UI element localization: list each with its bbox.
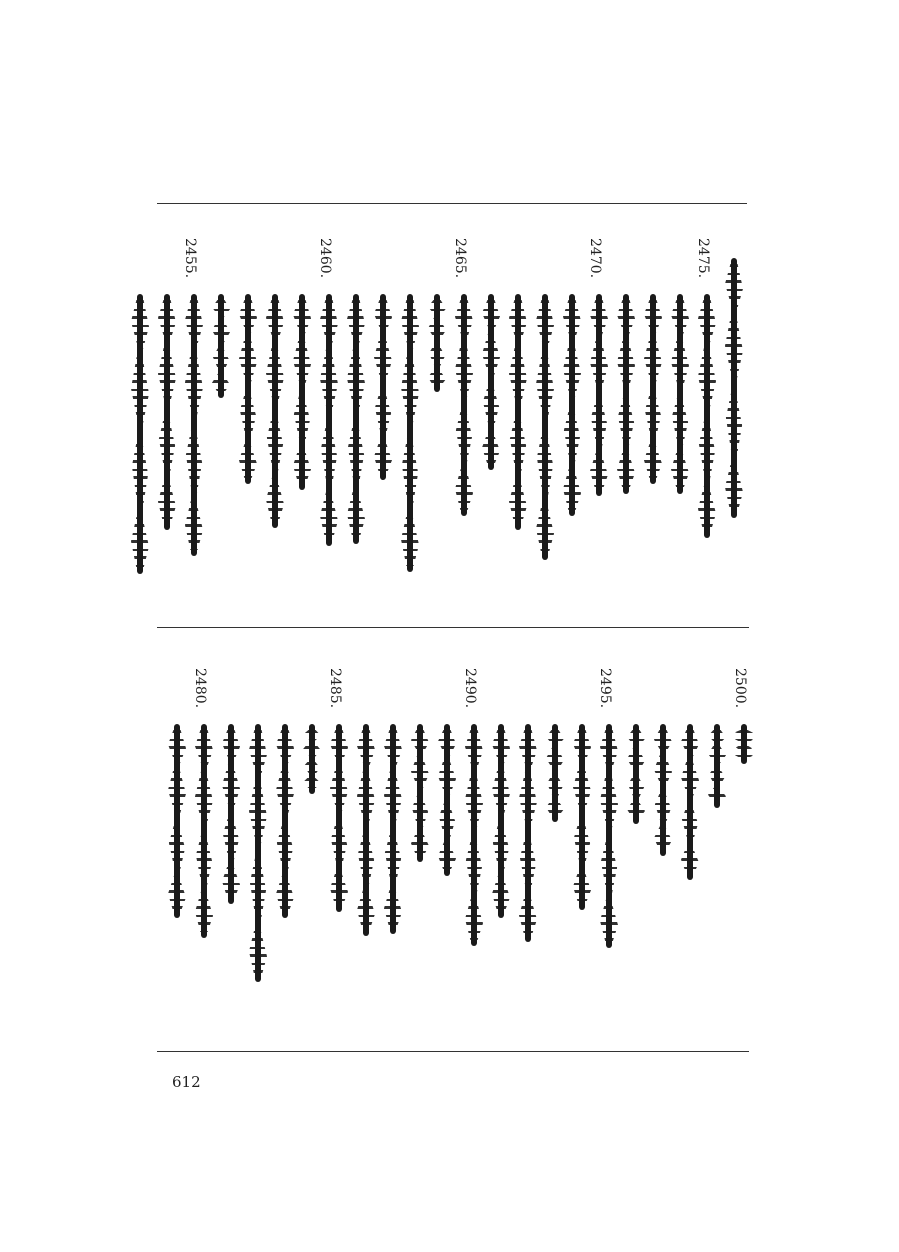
mongolian-script-line bbox=[272, 294, 278, 528]
mongolian-script-line bbox=[515, 294, 521, 530]
mongolian-script-line bbox=[336, 724, 342, 912]
middle-rule bbox=[157, 627, 749, 628]
mongolian-script-line bbox=[704, 294, 710, 538]
bottom-rule bbox=[157, 1051, 749, 1052]
mongolian-script-line bbox=[687, 724, 693, 880]
line-number: 2470. bbox=[587, 238, 603, 279]
mongolian-script-line bbox=[444, 724, 450, 876]
mongolian-script-line bbox=[677, 294, 683, 494]
mongolian-script-line bbox=[299, 294, 305, 490]
mongolian-script-line bbox=[201, 724, 207, 938]
mongolian-script-line bbox=[353, 294, 359, 544]
mongolian-script-line bbox=[498, 724, 504, 918]
mongolian-script-line bbox=[218, 294, 224, 398]
mongolian-script-line bbox=[542, 294, 548, 560]
mongolian-script-line bbox=[309, 724, 315, 794]
mongolian-script-line bbox=[714, 724, 720, 808]
line-number: 2475. bbox=[695, 238, 711, 279]
line-number: 2500. bbox=[732, 668, 748, 709]
line-number: 2460. bbox=[317, 238, 333, 279]
mongolian-script-line bbox=[569, 294, 575, 516]
line-number: 2465. bbox=[452, 238, 468, 279]
mongolian-script-line bbox=[606, 724, 612, 948]
mongolian-script-line bbox=[461, 294, 467, 516]
mongolian-script-line bbox=[525, 724, 531, 942]
mongolian-script-line bbox=[434, 294, 440, 392]
mongolian-script-line bbox=[579, 724, 585, 910]
mongolian-script-line bbox=[731, 258, 737, 518]
mongolian-script-line bbox=[137, 294, 143, 574]
mongolian-script-line bbox=[650, 294, 656, 484]
mongolian-script-line bbox=[255, 724, 261, 982]
top-rule bbox=[157, 203, 747, 204]
mongolian-script-line bbox=[282, 724, 288, 918]
mongolian-script-line bbox=[623, 294, 629, 494]
mongolian-script-line bbox=[363, 724, 369, 936]
line-number: 2455. bbox=[182, 238, 198, 279]
mongolian-script-line bbox=[407, 294, 413, 572]
page-number: 612 bbox=[172, 1073, 201, 1091]
mongolian-script-line bbox=[488, 294, 494, 470]
mongolian-script-line bbox=[245, 294, 251, 484]
mongolian-script-line bbox=[174, 724, 180, 918]
mongolian-script-line bbox=[596, 294, 602, 496]
line-number: 2480. bbox=[192, 668, 208, 709]
line-number: 2490. bbox=[462, 668, 478, 709]
mongolian-script-line bbox=[164, 294, 170, 530]
mongolian-script-line bbox=[633, 724, 639, 824]
line-number: 2495. bbox=[597, 668, 613, 709]
mongolian-script-line bbox=[228, 724, 234, 904]
lower-text-block bbox=[150, 668, 750, 1038]
line-number: 2485. bbox=[327, 668, 343, 709]
mongolian-script-line bbox=[326, 294, 332, 546]
mongolian-script-line bbox=[471, 724, 477, 946]
mongolian-script-line bbox=[417, 724, 423, 862]
upper-text-block bbox=[150, 238, 750, 618]
mongolian-script-line bbox=[552, 724, 558, 822]
mongolian-script-line bbox=[741, 724, 747, 764]
mongolian-script-line bbox=[390, 724, 396, 934]
mongolian-script-line bbox=[380, 294, 386, 480]
mongolian-script-line bbox=[660, 724, 666, 856]
mongolian-script-line bbox=[191, 294, 197, 556]
